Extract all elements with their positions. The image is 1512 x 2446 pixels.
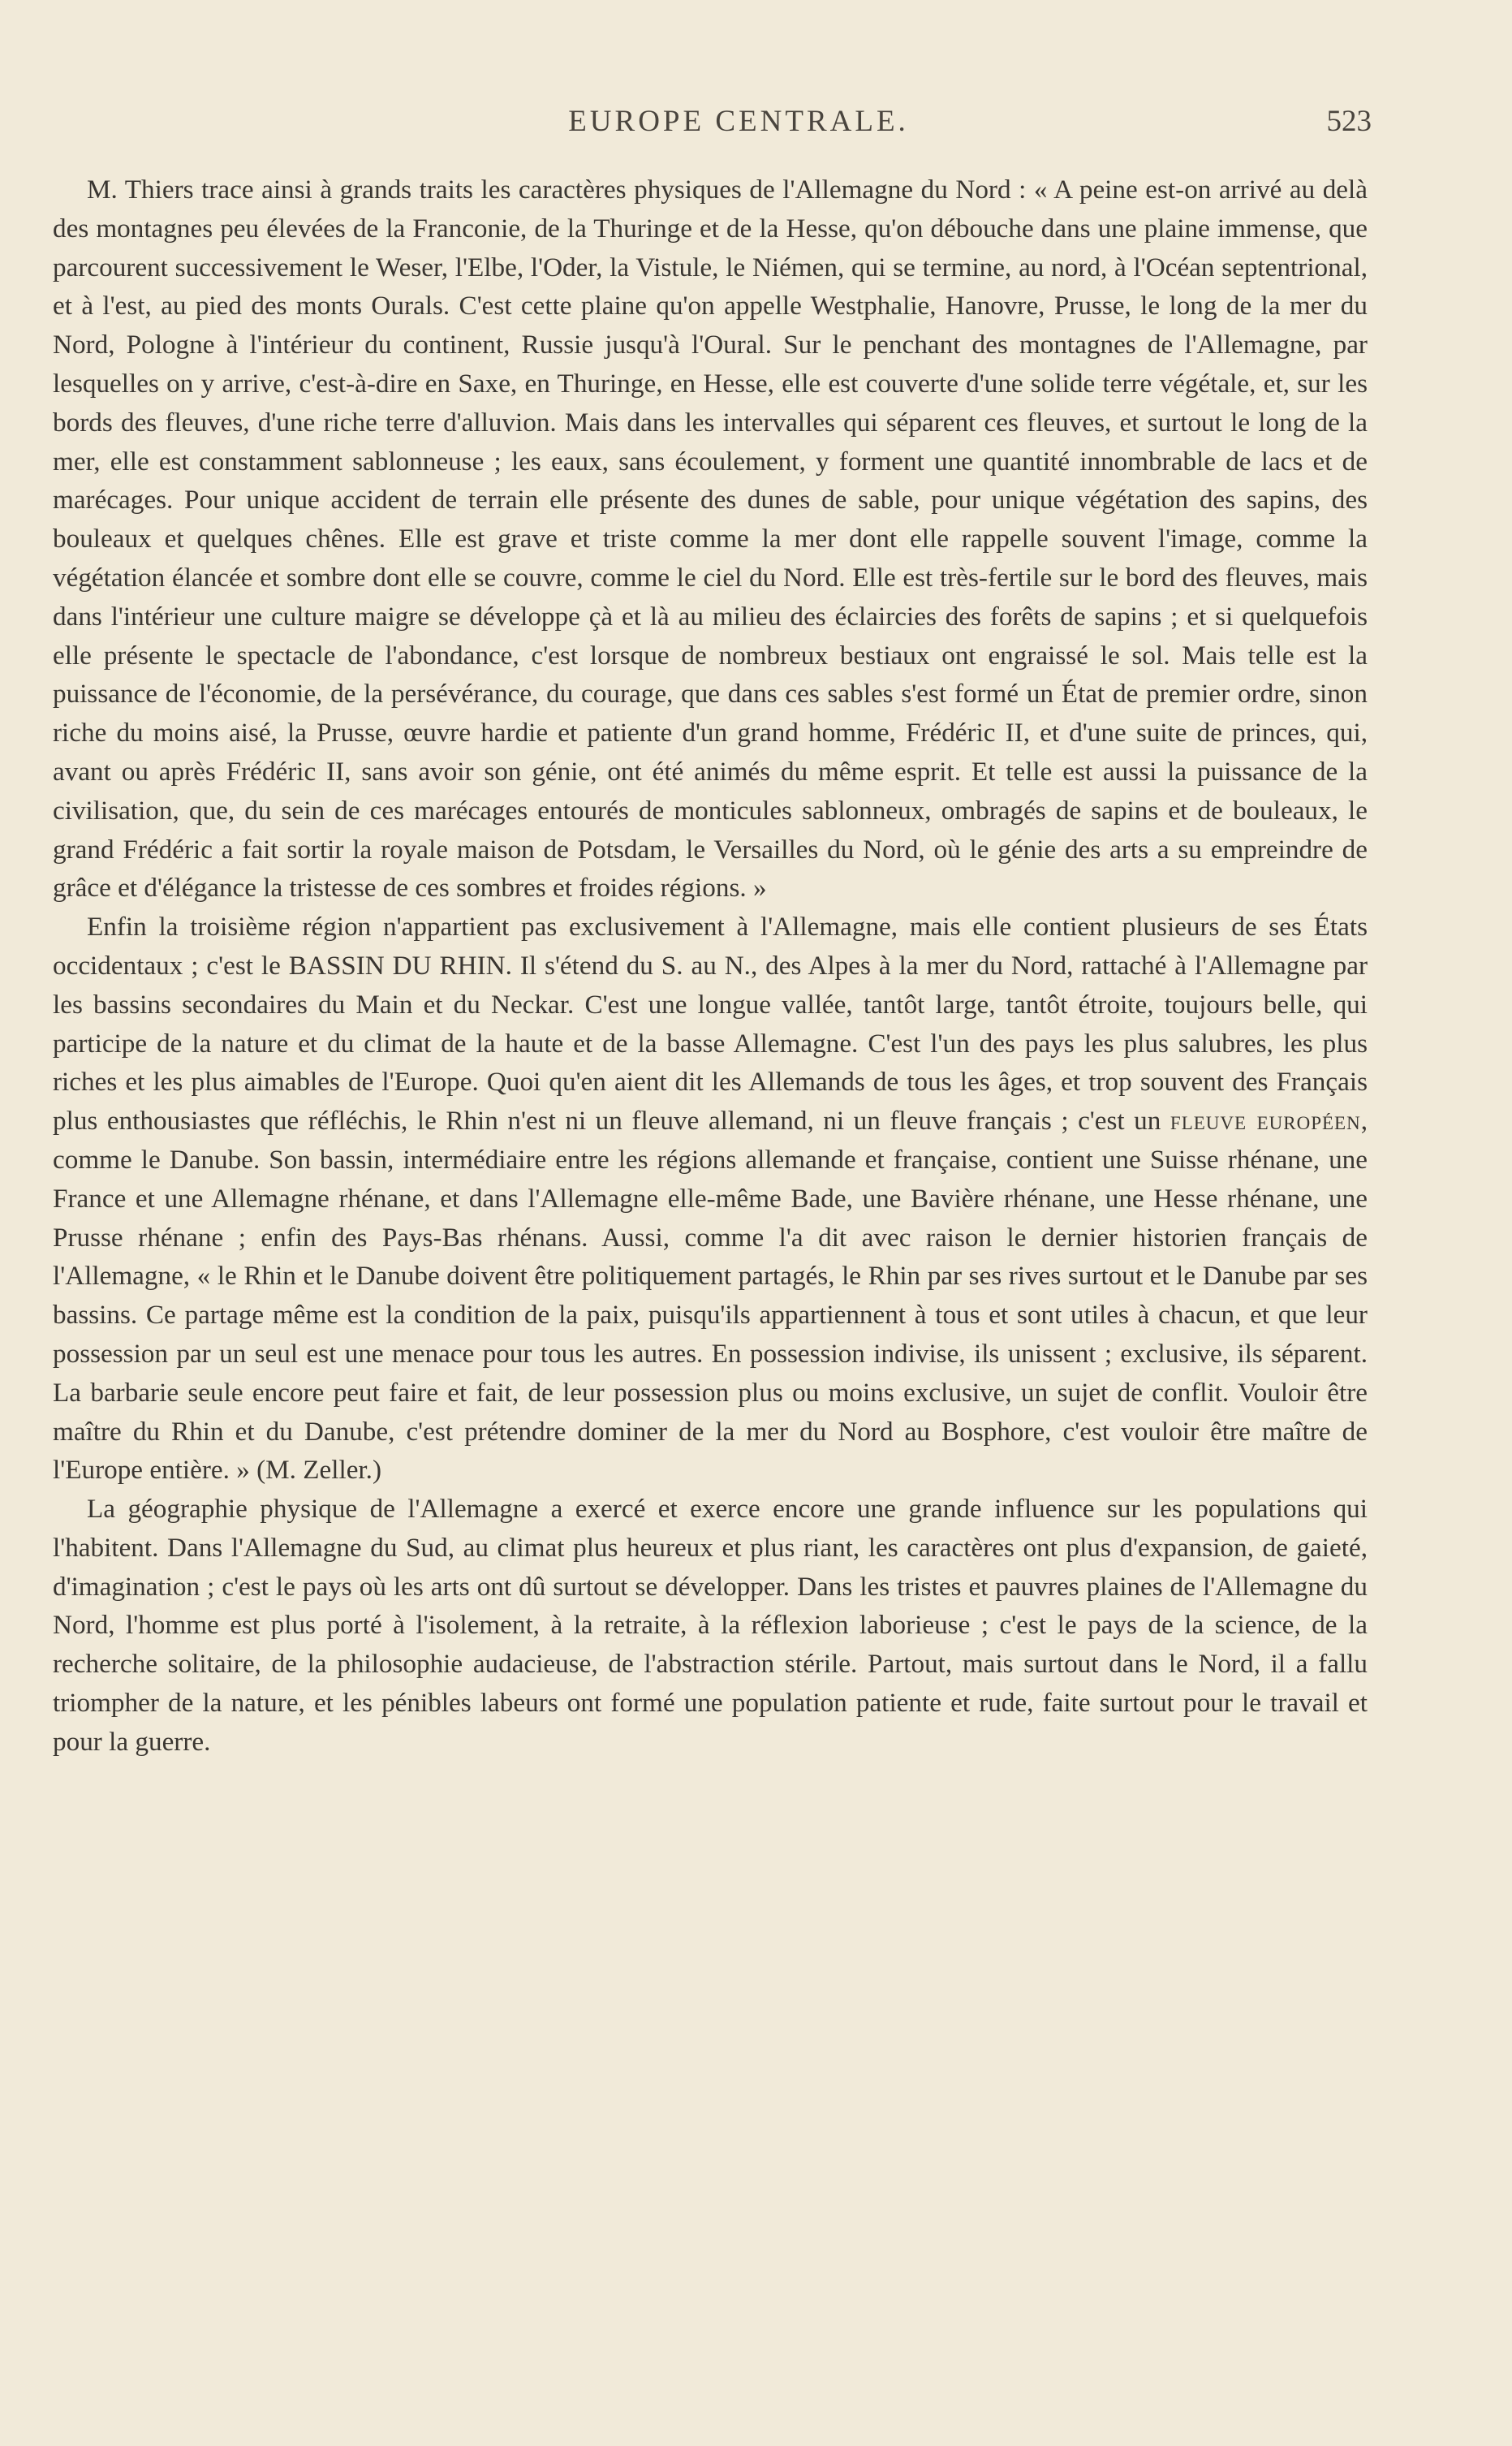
rhine-text-before: Enfin la troisième région n'appartient pas exclusivement à l'Allemagne, mais elle contient plusieurs de ses États occidentaux ; c'est le BASSIN DU RHIN. Il s'étend du S. au N., des Alpes à la mer du Nord, rattaché à l'Allemagne par les bassins secondaires du Main et du Neckar. C'est une longue vallée, tantôt large, tantôt étroite, toujours belle, qui participe de la nature et du climat de la haute et de la basse Allemagne. C'est l'un des pays les plus salubres, les plus riches et les plus aimables de l'Europe. Quoi qu'en aient dit les Allemands de tous les âges, et trop souvent des Français plus enthousiastes que réfléchis, le Rhin n'est ni un fleuve allemand, ni un fleuve français ; c'est un bbox=[53, 912, 1368, 1137]
page-number: 523 bbox=[1326, 105, 1372, 138]
paragraph-physical-geography: La géographie physique de l'Allemagne a exercé et exerce encore une grande influence sur les populations qui l'habitent. Dans l'Allemagne du Sud, au climat plus heureux et plus riant, les caractères ont plus d'expansion, de gaieté, d'imagination ; c'est le pays où les arts ont dû surtout se développer. Dans les tristes et pauvres plaines de l'Allemagne du Nord, l'homme est plus porté à l'isolement, à la retraite, à la réflexion laborieuse ; c'est le pays de la science, de la recherche solitaire, de la philosophie audacieuse, de l'abstraction stérile. Partout, mais surtout dans le Nord, il a fallu triompher de la nature, et les pénibles labeurs ont formé une population patiente et rude, faite surtout pour le travail et pour la guerre. bbox=[53, 1494, 1368, 1757]
rhine-text-after: , comme le Danube. Son bassin, intermédiaire entre les régions allemande et française, contient une Suisse rhénane, une France et une Allemagne rhénane, et dans l'Allemagne elle-même Bade, une Bavière rhénane, une Hesse rhénane, une Prusse rhénane ; enfin des Pays-Bas rhénans. Aussi, comme l'a dit avec raison le dernier historien français de l'Allemagne, « le Rhin et le Danube doivent être politiquement partagés, le Rhin par ses rives surtout et le Danube par ses bassins. Ce partage même est la condition de la paix, puisqu'ils appartiennent à tous et sont utiles à chacun, et que leur possession par un seul est une menace pour tous les autres. En possession indivise, ils unissent ; exclusive, ils séparent. La barbarie seule encore peut faire et fait, de leur possession plus ou moins exclusive, un sujet de conflit. Vouloir être maître du Rhin et du Danube, c'est prétendre dominer de la mer du Nord au Bosphore, c'est vouloir être maître de l'Europe entière. » (M. Zeller.) bbox=[53, 1106, 1368, 1486]
body-text bbox=[53, 170, 1368, 1762]
rhine-small-caps: fleuve européen bbox=[1170, 1106, 1361, 1137]
running-title: EUROPE CENTRALE. bbox=[568, 105, 909, 138]
paragraph-rhine-basin bbox=[53, 908, 1368, 1490]
paragraph-thiers-quote: M. Thiers trace ainsi à grands traits les caractères physiques de l'Allemagne du Nord : « A peine est-on arrivé au delà des montagnes peu élevées de la Franconie, de la Thuringe et de la Hesse, qu'on débouche dans une plaine immense, que parcourent successivement le Weser, l'Elbe, l'Oder, la Vistule, le Niémen, qui se termine, au nord, à l'Océan septentrional, et à l'est, au pied des monts Ourals. C'est cette plaine qu'on appelle Westphalie, Hanovre, Prusse, le long de la mer du Nord, Pologne à l'intérieur du continent, Russie jusqu'à l'Oural. Sur le penchant des montagnes de l'Allemagne, par lesquelles on y arrive, c'est-à-dire en Saxe, en Thuringe, en Hesse, elle est couverte d'une solide terre végétale, et, sur les bords des fleuves, d'une riche terre d'alluvion. Mais dans les intervalles qui séparent ces fleuves, et surtout le long de la mer, elle est constamment sablonneuse ; les eaux, sans écoulement, y forment une quantité innombrable de lacs et de marécages. Pour unique accident de terrain elle présente des dunes de sable, pour unique végétation des sapins, des bouleaux et quelques chênes. Elle est grave et triste comme la mer dont elle rappelle souvent l'image, comme la végétation élancée et sombre dont elle se couvre, comme le ciel du Nord. Elle est très-fertile sur le bord des fleuves, mais dans l'intérieur une culture maigre se développe çà et là au milieu des éclaircies des forêts de sapins ; et si quelquefois elle présente le spectacle de l'abondance, c'est lorsque de nombreux bestiaux ont engraissé le sol. Mais telle est la puissance de l'économie, de la persévérance, du courage, que dans ces sables s'est formé un État de premier ordre, sinon riche du moins aisé, la Prusse, œuvre hardie et patiente d'un grand homme, Frédéric II, et d'une suite de princes, qui, avant ou après Frédéric II, sans avoir son génie, ont été animés du même esprit. Et telle est aussi la puissance de la civilisation, que, du sein de ces marécages entourés de monticules sablonneux, ombragés de sapins et de bouleaux, le grand Frédéric a fait sortir la royale maison de Potsdam, le Versailles du Nord, où le génie des arts a su empreindre de grâce et d'élégance la tristesse de ces sombres et froides régions. » bbox=[53, 175, 1368, 904]
running-head bbox=[106, 104, 1372, 153]
